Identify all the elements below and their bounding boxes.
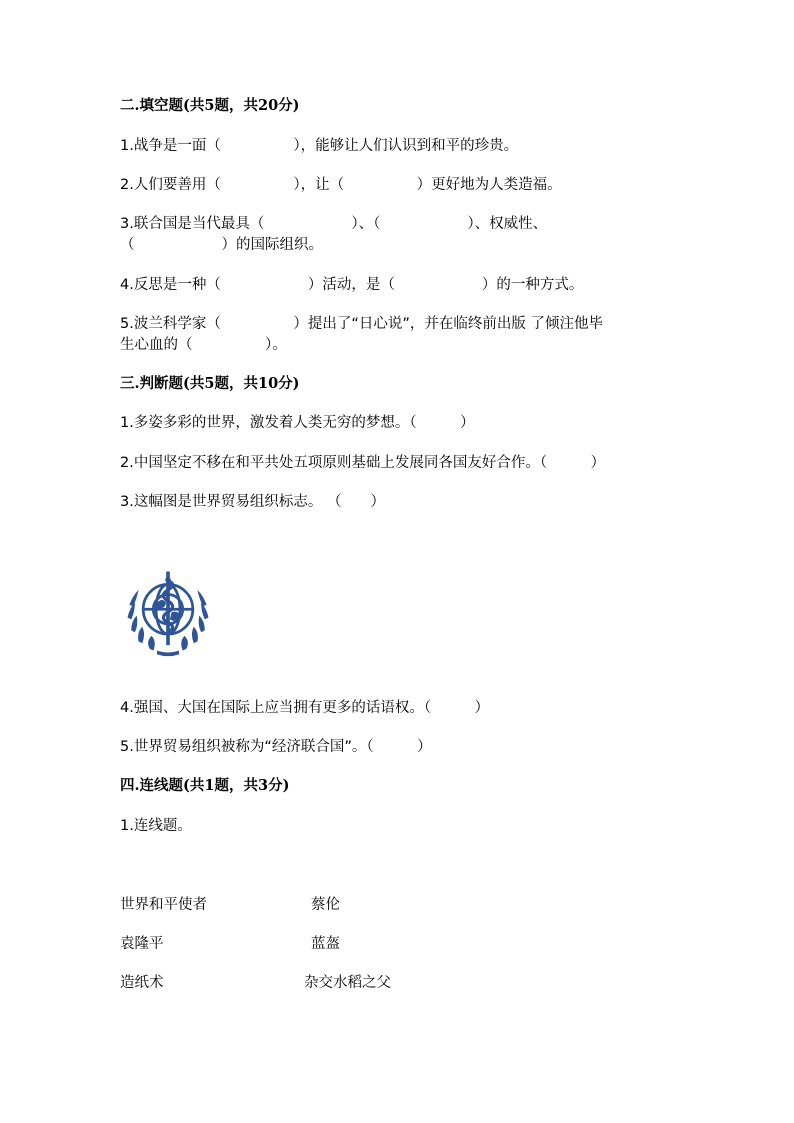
fill-blank-q1: 1.战争是一面（ ），能够让人们认识到和平的珍贵。	[120, 138, 519, 154]
fill-blank-q2: 2.人们要善用（ ），让（ ）更好地为人类造福。	[120, 177, 562, 193]
section2-title: 二.填空题(共5题，共20分)	[120, 97, 300, 114]
matching-right-item: 蓝盔	[311, 936, 340, 952]
judge-q4: 4.强国、大国在国际上应当拥有更多的话语权。（ ）	[120, 700, 490, 716]
judge-q2: 2.中国坚定不移在和平共处五项原则基础上发展同各国友好合作。（ ）	[120, 455, 606, 471]
section3-title: 三.判断题(共5题，共10分)	[120, 375, 300, 392]
fill-blank-q4: 4.反思是一种（ ）活动，是（ ）的一种方式。	[120, 277, 584, 293]
who-emblem-icon	[122, 566, 214, 658]
matching-q1: 1.连线题。	[120, 818, 192, 834]
judge-q5: 5.世界贸易组织被称为“经济联合国”。（ ）	[120, 739, 432, 755]
fill-blank-q3-line2: （ ）的国际组织。	[120, 237, 323, 253]
section4-title: 四.连线题(共1题，共3分)	[120, 777, 290, 794]
fill-blank-q5-line1: 5.波兰科学家（ ）提出了“日心说”，并在临终前出版 了倾注他毕	[120, 316, 603, 332]
matching-left-item: 造纸术	[120, 975, 164, 991]
matching-right-item: 杂交水稻之父	[304, 975, 391, 991]
judge-q1: 1.多姿多彩的世界，激发着人类无穷的梦想。（ ）	[120, 415, 475, 431]
judge-q3: 3.这幅图是世界贸易组织标志。 （ ）	[120, 494, 385, 510]
fill-blank-q5-line2: 生心血的（ ）。	[120, 337, 287, 353]
matching-left-item: 世界和平使者	[120, 897, 207, 913]
matching-left-item: 袁隆平	[120, 936, 164, 952]
fill-blank-q3-line1: 3.联合国是当代最具（ ）、（ ）、权威性、	[120, 216, 548, 232]
matching-right-item: 蔡伦	[311, 897, 340, 913]
